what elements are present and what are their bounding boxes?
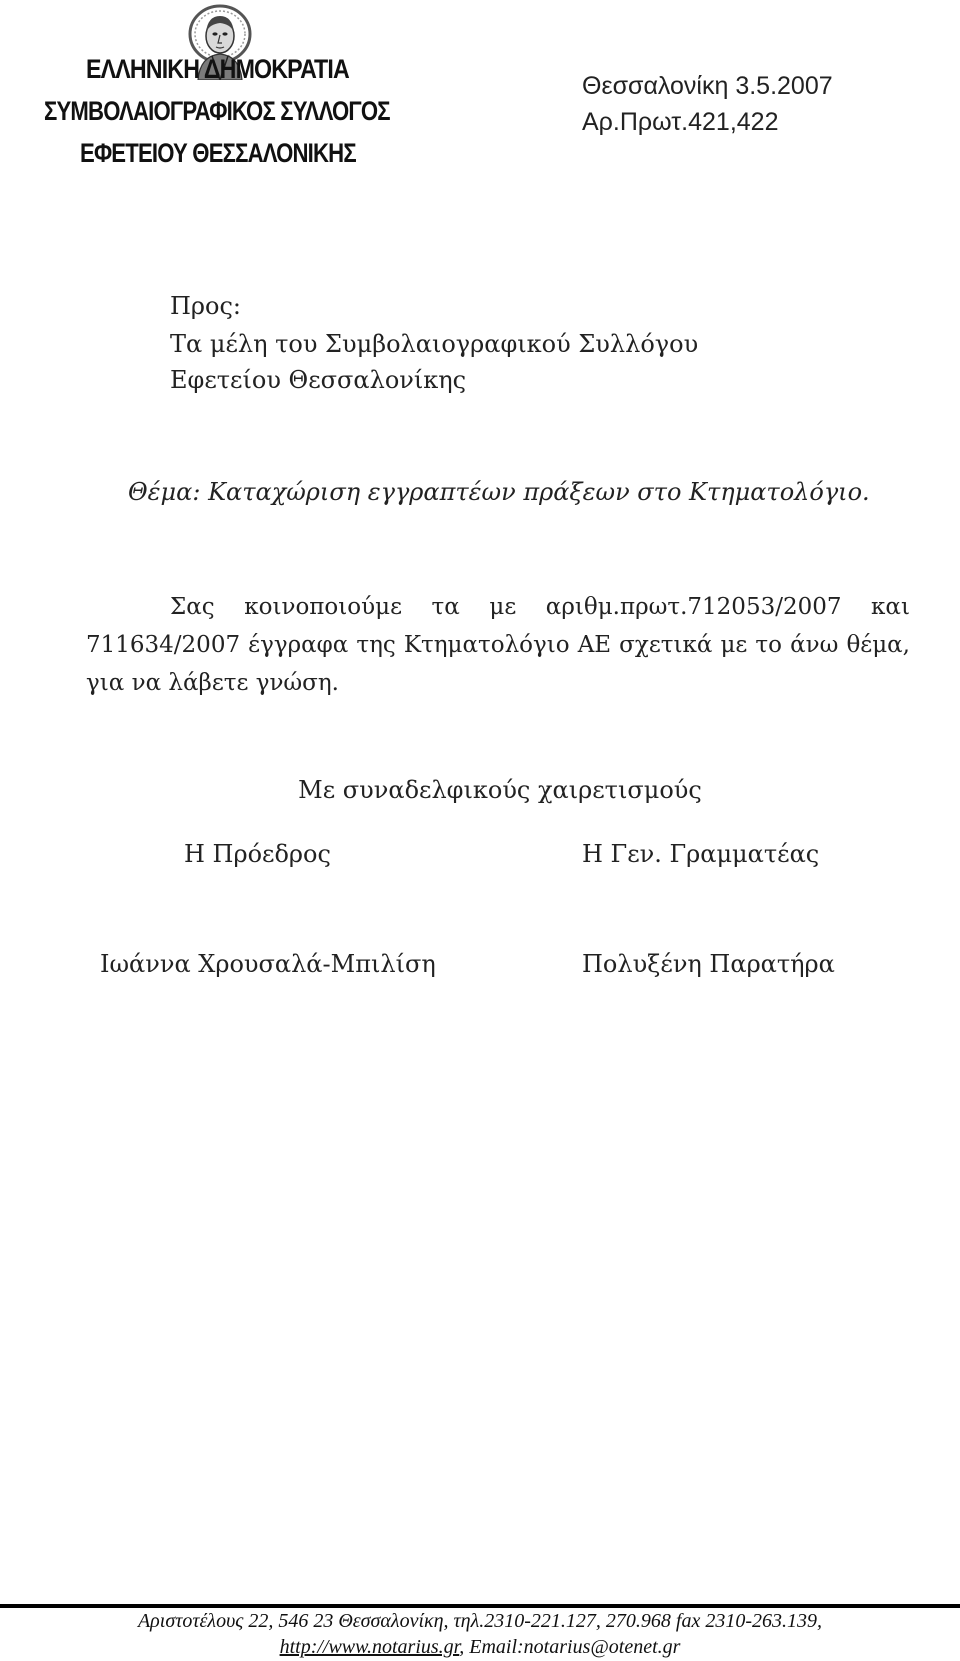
document-date: Θεσσαλονίκη 3.5.2007 [582, 72, 833, 100]
letterhead-org-line-3: ΕΦΕΤΕΙΟΥ ΘΕΣΣΑΛΟΝΙΚΗΣ [80, 138, 356, 168]
letterhead-org-line-2: ΣΥΜΒΟΛΑΙΟΓΡΑΦΙΚΟΣ ΣΥΛΛΟΓΟΣ [44, 96, 390, 126]
protocol-number: Αρ.Πρωτ.421,422 [582, 108, 779, 136]
president-name: Ιωάννα Χρουσαλά-Μπιλίση [100, 950, 436, 978]
footer-divider [0, 1604, 960, 1608]
secretary-role: Η Γεν. Γραμματέας [582, 840, 820, 868]
footer-email: , Email:notarius@otenet.gr [459, 1636, 681, 1658]
closing-salutation: Με συναδελφικούς χαιρετισμούς [298, 776, 702, 804]
letterhead-org-line-1: ΕΛΛΗΝΙΚΗ ΔΗΜΟΚΡΑΤΙΑ [86, 54, 349, 84]
recipient-line-2: Εφετείου Θεσσαλονίκης [170, 366, 467, 394]
president-role: Η Πρόεδρος [184, 840, 331, 868]
footer-contact [0, 1636, 960, 1659]
website-link[interactable]: http://www.notarius.gr [279, 1636, 460, 1658]
subject-line: Θέμα: Καταχώριση εγγραπτέων πράξεων στο Κτηματολόγιο. [128, 478, 870, 506]
recipient-line-1: Τα μέλη του Συμβολαιογραφικού Συλλόγου [170, 330, 699, 358]
body-paragraph: Σας κοινοποιούμε τα με αριθμ.πρωτ.712053/2007 και 711634/2007 έγγραφα της Κτηματολόγιο ΑΕ σχετικά με το άνω θέμα, για να λάβετε γνώση. [86, 594, 910, 696]
secretary-name: Πολυξένη Παρατήρα [582, 950, 835, 978]
footer-address: Αριστοτέλους 22, 546 23 Θεσσαλονίκη, τηλ.2310-221.127, 270.968 fax 2310-263.139, [137, 1610, 823, 1632]
recipient-label: Προς: [170, 292, 242, 320]
